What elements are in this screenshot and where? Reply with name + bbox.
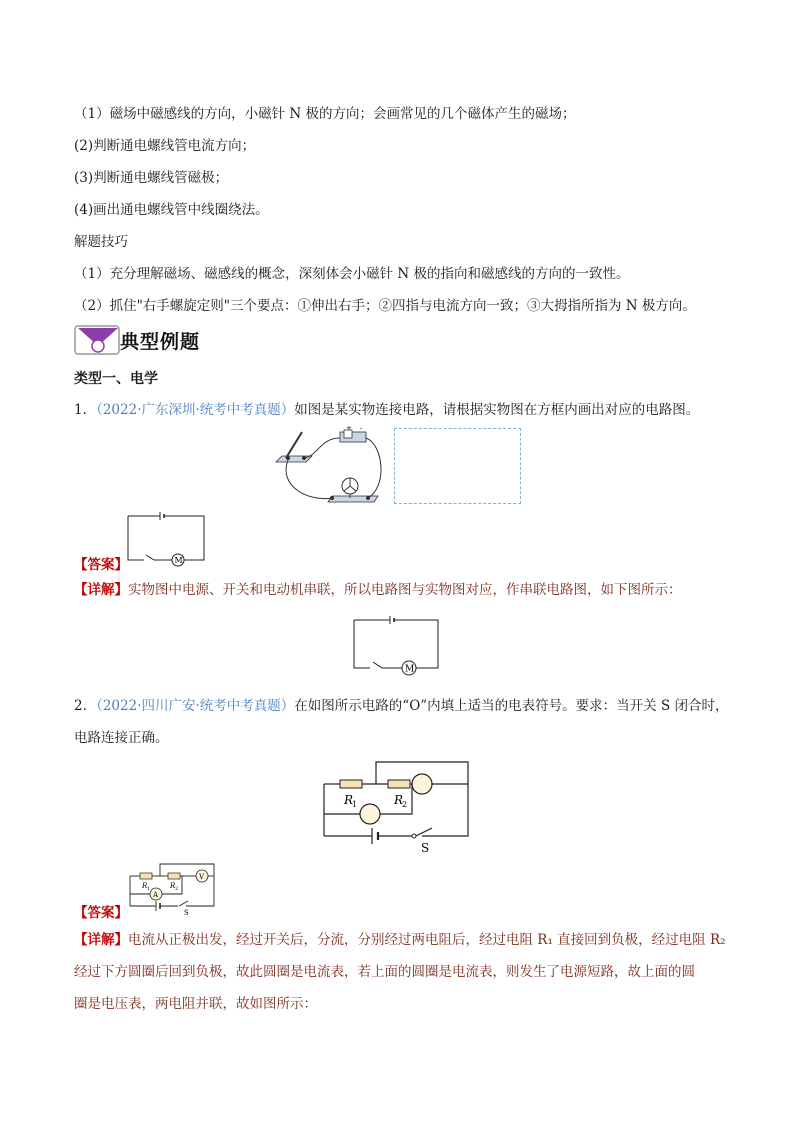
q1-prompt [74,400,699,420]
switch-lever [286,432,302,458]
resistor-r2 [388,780,410,788]
switch-symbol [373,662,382,668]
tips-line-2: （2）抓住"右手螺旋定则"三个要点：①伸出右手；②四指与电流方向一致；③大拇指所指为 N 极方向。 [74,298,696,314]
switch-label: S [184,909,189,916]
intro-line-2: (2)判断通电螺线管电流方向； [74,138,256,154]
r2-label: R [170,882,176,890]
switch-s [416,828,432,836]
q2-text-1: 在如图所示电路的“O”内填上适当的电表符号。要求：当开关 S 闭合时， [294,698,729,714]
examples-badge-icon [74,324,122,356]
q2-detail-line-3: 圈是电压表，两电阻并联，故如图所示： [74,996,317,1012]
meter-top-circle[interactable] [412,774,432,794]
motor-label: M [405,664,415,675]
q1-answer-circuit [126,510,208,568]
tips-title: 解题技巧 [74,234,128,250]
header-title: 典型例题 [120,331,201,353]
q1-source: （2022·广东深圳·统考中考真题） [96,402,295,418]
tips-line-1: （1）充分理解磁场、磁感线的概念，深刻体会小磁针 N 极的指向和磁感线的方向的一致性。 [74,266,630,282]
q2-circuit [318,756,474,852]
q2-source: （2022·四川广安·统考中考真题） [96,698,295,714]
q1-detail-circuit [350,614,444,676]
q2-prompt-line-2: 电路连接正确。 [74,730,169,746]
q2-answer-label: 【答案】 [74,905,128,921]
ammeter-label: A [153,891,159,899]
r1-label: R [344,793,354,807]
q1-answer-label: 【答案】 [74,557,128,573]
q2-detail-line-2: 经过下方圆圈后回到负极，故此圆圈是电流表，若上面的圆圈是电流表，则发生了电源短路，故上面的圆 [74,964,695,980]
meter-middle-circle[interactable] [360,804,380,824]
q1-text: 如图是某实物连接电路，请根据实物图在方框内画出对应的电路图。 [294,402,700,418]
q2-detail-label: 【详解】 [74,932,128,948]
switch-symbol [146,555,154,560]
q2-detail-line-1 [74,930,726,950]
q1-detail [74,580,682,600]
q2-answer-circuit [126,860,218,916]
intro-line-3: (3)判断通电螺线管磁极； [74,170,229,186]
intro-line-4: (4)画出通电螺线管中线圈绕法。 [74,202,269,218]
q1-number: 1． [74,402,97,418]
r2-label: R [394,793,404,807]
r2-subscript: 2 [175,886,179,892]
r1-subscript: 1 [352,800,358,809]
r2-subscript: 2 [402,800,408,809]
svg-text:+: + [346,426,352,432]
q2-prompt-line-1 [74,696,729,716]
voltmeter-label: V [199,873,205,881]
intro-line-1: （1）磁场中磁感线的方向，小磁针 N 极的方向；会画常见的几个磁体产生的磁场； [74,106,576,122]
q1-detail-label: 【详解】 [74,582,128,598]
section-header [74,322,234,358]
switch-label: S [421,841,430,852]
q2-number: 2． [74,698,97,714]
q2-detail-text-1: 电流从正极出发，经过开关后，分流，分别经过两电阻后，经过电阻 R₁ 直接回到负极，经过电阻 R₂ [128,932,726,948]
r1-label: R [142,882,148,890]
svg-text:-: - [360,426,363,433]
motor-label: M [174,556,183,565]
q1-answer-box[interactable] [394,428,521,504]
q1-detail-text: 实物图中电源、开关和电动机串联，所以电路图与实物图对应，作串联电路图，如下图所示： [128,582,682,598]
resistor-r1 [340,780,362,788]
q1-physical-circuit [268,426,388,506]
section-title: 类型一、电学 [74,371,158,387]
r1-subscript: 1 [147,886,151,892]
